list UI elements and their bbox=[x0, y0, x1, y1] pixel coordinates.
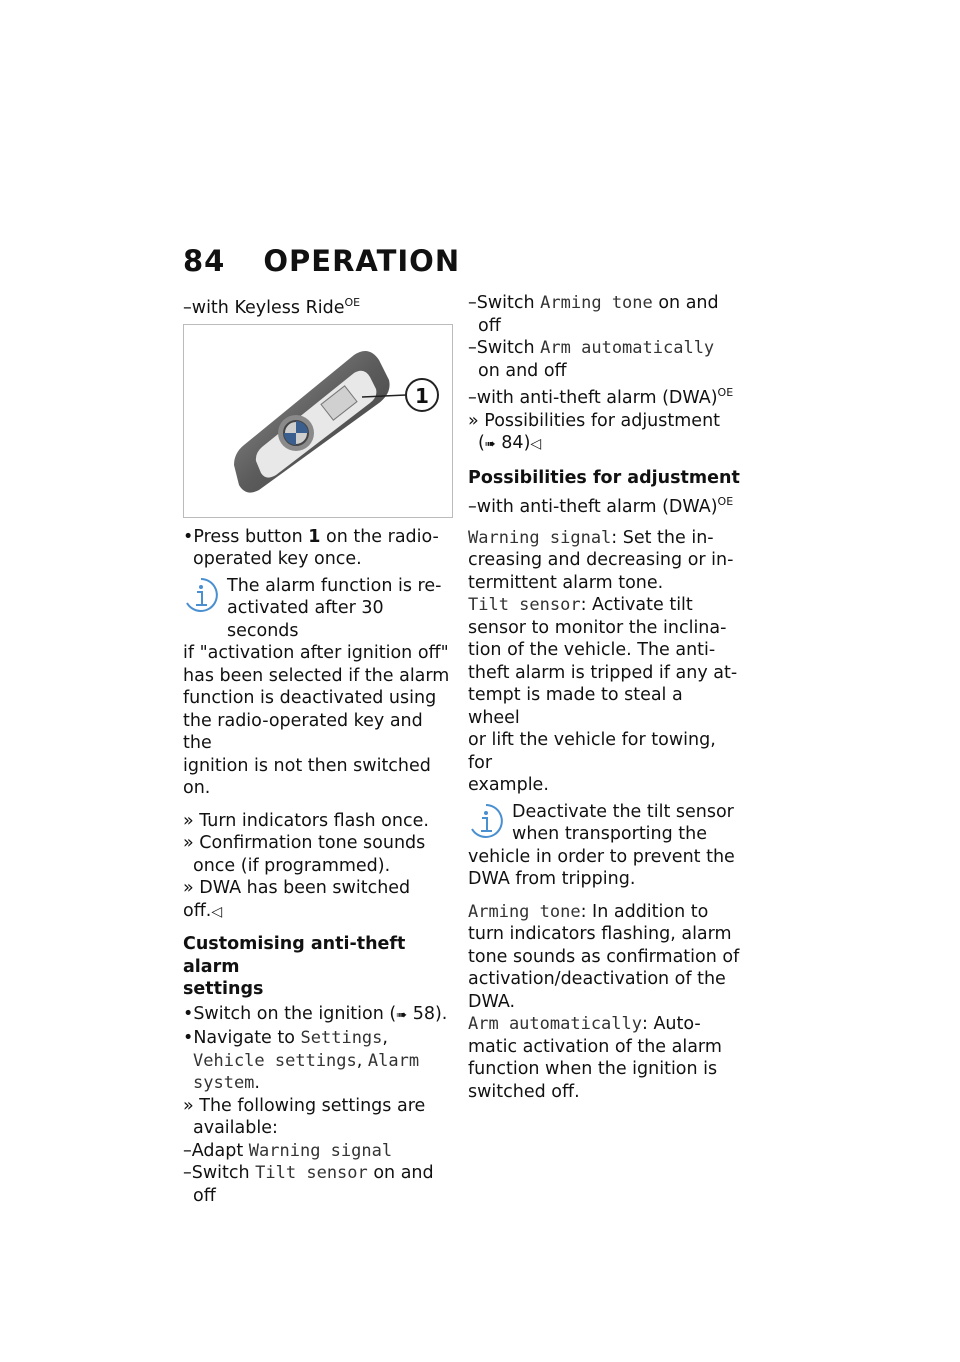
tilt-desc bbox=[468, 594, 740, 617]
press-button-ref: 1 bbox=[308, 526, 321, 547]
keyless-text: –with Keyless Ride bbox=[183, 298, 345, 318]
following-settings: » The following settings are bbox=[183, 1095, 426, 1116]
warning-desc-3: termittent alarm tone. bbox=[468, 572, 664, 593]
step-navigate-3 bbox=[183, 1072, 453, 1095]
menu-warning-signal: Warning signal bbox=[248, 1140, 393, 1161]
menu-alarm: Alarm bbox=[367, 1050, 420, 1071]
dwa-text-2: –with anti-theft alarm (DWA) bbox=[468, 497, 718, 517]
armauto-desc-4: switched off. bbox=[468, 1081, 580, 1102]
end-triangle-icon-2: ◁ bbox=[530, 436, 542, 452]
navigate-text: •Navigate to bbox=[183, 1028, 301, 1048]
tilt-desc-4: theft alarm is tripped if any at- bbox=[468, 662, 738, 683]
switch-text-b: –Switch bbox=[468, 338, 541, 358]
on-and-a: on and bbox=[652, 293, 719, 313]
page-number: 84 bbox=[183, 244, 226, 278]
section-heading-customising bbox=[183, 933, 453, 1001]
paren: ( bbox=[478, 433, 485, 453]
menu-vehicle-settings: Vehicle settings bbox=[193, 1050, 357, 1071]
arming-desc-1: : In addition to bbox=[580, 901, 709, 922]
warning-desc-2: creasing and decreasing or in- bbox=[468, 550, 734, 570]
switch-armauto bbox=[468, 337, 740, 360]
oe-mark-2: OE bbox=[717, 386, 734, 399]
result-3-text: » DWA has been switched off. bbox=[183, 878, 411, 921]
page-title: OPERATION bbox=[263, 244, 461, 278]
result-1: » Turn indicators flash once. bbox=[183, 810, 429, 831]
result-2b: once (if programmed). bbox=[193, 855, 391, 876]
result-3 bbox=[183, 877, 453, 923]
menu-arm-automatically-2: Arm automatically bbox=[468, 1014, 642, 1034]
note-line-1: The alarm function is re- bbox=[227, 575, 442, 596]
arming-desc bbox=[468, 901, 740, 924]
note-line-5: function is deactivated using bbox=[183, 688, 437, 708]
section-heading-possibilities: Possibilities for adjustment bbox=[468, 467, 740, 488]
result-2: » Confirmation tone sounds bbox=[183, 833, 426, 853]
switch-arming bbox=[468, 292, 740, 315]
note-line-6: the radio-operated key and the bbox=[183, 710, 423, 753]
comma: , bbox=[382, 1028, 388, 1048]
tilt-desc-1: : Activate tilt bbox=[580, 595, 693, 615]
info-icon bbox=[183, 577, 219, 613]
warning-desc-1: : Set the in- bbox=[611, 527, 714, 548]
menu-arm-automatically: Arm automatically bbox=[540, 338, 715, 358]
heading-line-2: settings bbox=[183, 979, 264, 999]
menu-arming-tone: Arming tone bbox=[540, 293, 653, 313]
tilt-desc-7: example. bbox=[468, 775, 549, 795]
info-icon-2 bbox=[468, 803, 504, 839]
tilt-desc-3: tion of the vehicle. The anti- bbox=[468, 640, 716, 660]
adapt-warning bbox=[183, 1140, 453, 1163]
armauto-desc-3: function when the ignition is bbox=[468, 1059, 718, 1079]
note2-line-2: when transporting the bbox=[512, 824, 708, 844]
press-line bbox=[183, 526, 453, 549]
note-block-2 bbox=[468, 801, 740, 891]
adapt-text: –Adapt bbox=[183, 1140, 249, 1161]
step-navigate-2 bbox=[183, 1050, 453, 1073]
press-text: •Press button bbox=[183, 526, 309, 547]
menu-warning-signal-2: Warning signal bbox=[468, 527, 612, 548]
arming-desc-4: activation/deactivation of the bbox=[468, 969, 726, 989]
armauto-desc-1: : Auto- bbox=[642, 1014, 701, 1034]
on-and: on and bbox=[367, 1163, 434, 1183]
menu-tilt-sensor: Tilt sensor bbox=[255, 1163, 368, 1183]
page-ref: 84) bbox=[495, 433, 531, 453]
page-header bbox=[183, 244, 460, 278]
left-column bbox=[183, 292, 453, 1207]
radio-key-image bbox=[184, 325, 452, 517]
note-line-8: on. bbox=[183, 778, 211, 798]
switch-tilt bbox=[183, 1162, 453, 1185]
press-line-2: operated key once. bbox=[193, 549, 362, 569]
press-text-2: on the radio- bbox=[320, 526, 439, 547]
note-block bbox=[183, 575, 453, 800]
tilt-desc-6: or lift the vehicle for towing, for bbox=[468, 730, 716, 773]
switch-text: –Switch bbox=[183, 1163, 256, 1183]
oe-mark: OE bbox=[344, 296, 361, 309]
period: . bbox=[254, 1073, 260, 1093]
note2-line-4: DWA from tripping. bbox=[468, 869, 636, 889]
note-line-7: ignition is not then switched bbox=[183, 755, 431, 776]
arrow-ref-icon: ➠ bbox=[396, 1007, 408, 1023]
arming-desc-5: DWA. bbox=[468, 991, 516, 1012]
arming-desc-2: turn indicators flashing, alarm bbox=[468, 924, 732, 944]
step-ignition bbox=[183, 1003, 453, 1028]
armauto-desc-2: matic activation of the alarm bbox=[468, 1036, 722, 1057]
note-line-2: activated after 30 seconds bbox=[227, 598, 384, 641]
dwa-text: –with anti-theft alarm (DWA) bbox=[468, 388, 718, 408]
arming-desc-3: tone sounds as confirmation of bbox=[468, 946, 740, 967]
note2-line-3: vehicle in order to prevent the bbox=[468, 846, 735, 867]
dwa-line-2 bbox=[468, 491, 740, 519]
note-line-4: has been selected if the alarm bbox=[183, 665, 450, 686]
comma-2: , bbox=[356, 1050, 363, 1071]
menu-arming-tone-2: Arming tone bbox=[468, 901, 581, 922]
following-settings-2: available: bbox=[193, 1118, 278, 1138]
note-line-3: if "activation after ignition off" bbox=[183, 643, 449, 663]
possibilities-link: » Possibilities for adjustment bbox=[468, 410, 721, 431]
heading-line-1: Customising anti-theft alarm bbox=[183, 934, 406, 977]
right-column bbox=[468, 292, 740, 1103]
dwa-line bbox=[468, 382, 740, 410]
keyless-line bbox=[183, 292, 453, 320]
end-triangle-icon: ◁ bbox=[211, 903, 223, 920]
on-and-off: on and off bbox=[478, 360, 567, 381]
note2-line-1: Deactivate the tilt sensor bbox=[512, 801, 734, 822]
step-ignition-page: 58). bbox=[407, 1003, 448, 1024]
oe-mark-3: OE bbox=[717, 495, 734, 508]
off-text: off bbox=[193, 1185, 216, 1206]
tilt-desc-5: tempt is made to steal a wheel bbox=[468, 685, 683, 728]
armauto-desc bbox=[468, 1013, 740, 1036]
switch-text-a: –Switch bbox=[468, 293, 541, 313]
off-text-a: off bbox=[478, 315, 501, 336]
tilt-desc-2: sensor to monitor the inclina- bbox=[468, 617, 727, 638]
menu-system: system bbox=[193, 1073, 255, 1093]
menu-tilt-sensor-2: Tilt sensor bbox=[468, 595, 581, 615]
callout-1: 1 bbox=[415, 383, 429, 408]
step-navigate bbox=[183, 1027, 453, 1050]
step-ignition-text: •Switch on the ignition ( bbox=[183, 1003, 397, 1024]
key-figure bbox=[183, 324, 453, 518]
possibilities-ref bbox=[468, 432, 740, 457]
arrow-ref-icon-2: ➠ bbox=[484, 437, 496, 452]
warning-desc bbox=[468, 527, 740, 550]
menu-settings: Settings bbox=[300, 1028, 383, 1048]
